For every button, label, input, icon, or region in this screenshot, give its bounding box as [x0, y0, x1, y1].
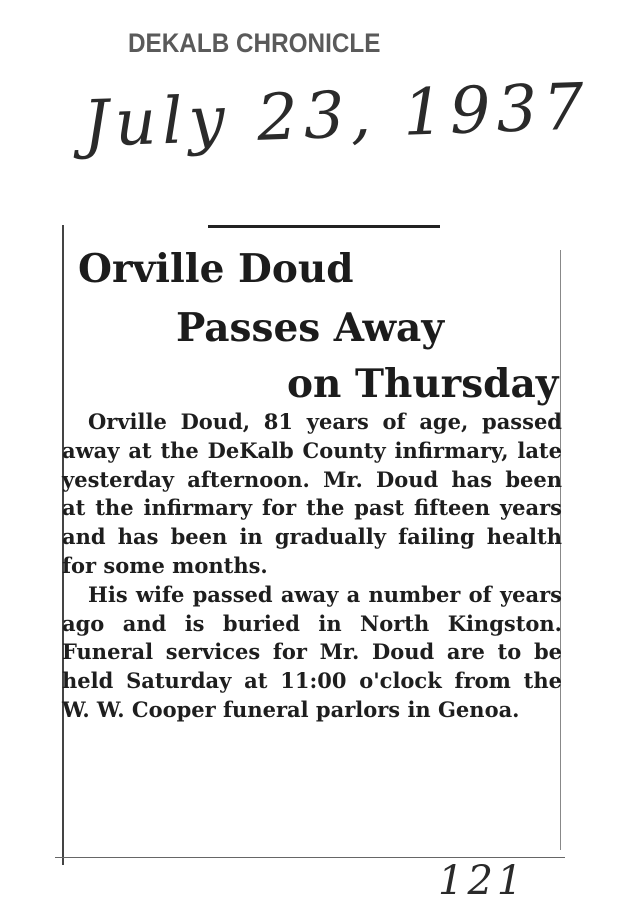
page-number: 121: [438, 858, 527, 898]
headline-line-1: Orville Doud: [78, 246, 354, 292]
headline-rule: [208, 225, 440, 228]
newspaper-stamp: DEKALB CHRONICLE: [128, 28, 381, 58]
headline-line-2: Passes Away: [176, 305, 444, 351]
article-body: [62, 408, 562, 725]
article-paragraph-2: His wife passed away a number of years ago and is buried in North Kingston. Funeral services for Mr. Doud are to be held Saturday at 11:00 o'clock from the W. W. Cooper funeral parlors in Genoa.: [62, 581, 562, 722]
article-paragraph-1: Orville Doud, 81 years of age, passed away at the DeKalb County infirmary, late yesterday afternoon. Mr. Doud has been at the infirmary for the past fifteen years and has been in gradually failing health for some months.: [62, 409, 562, 578]
handwritten-date: July 23, 1937: [82, 70, 592, 162]
headline-line-3: on Thursday: [287, 361, 559, 407]
